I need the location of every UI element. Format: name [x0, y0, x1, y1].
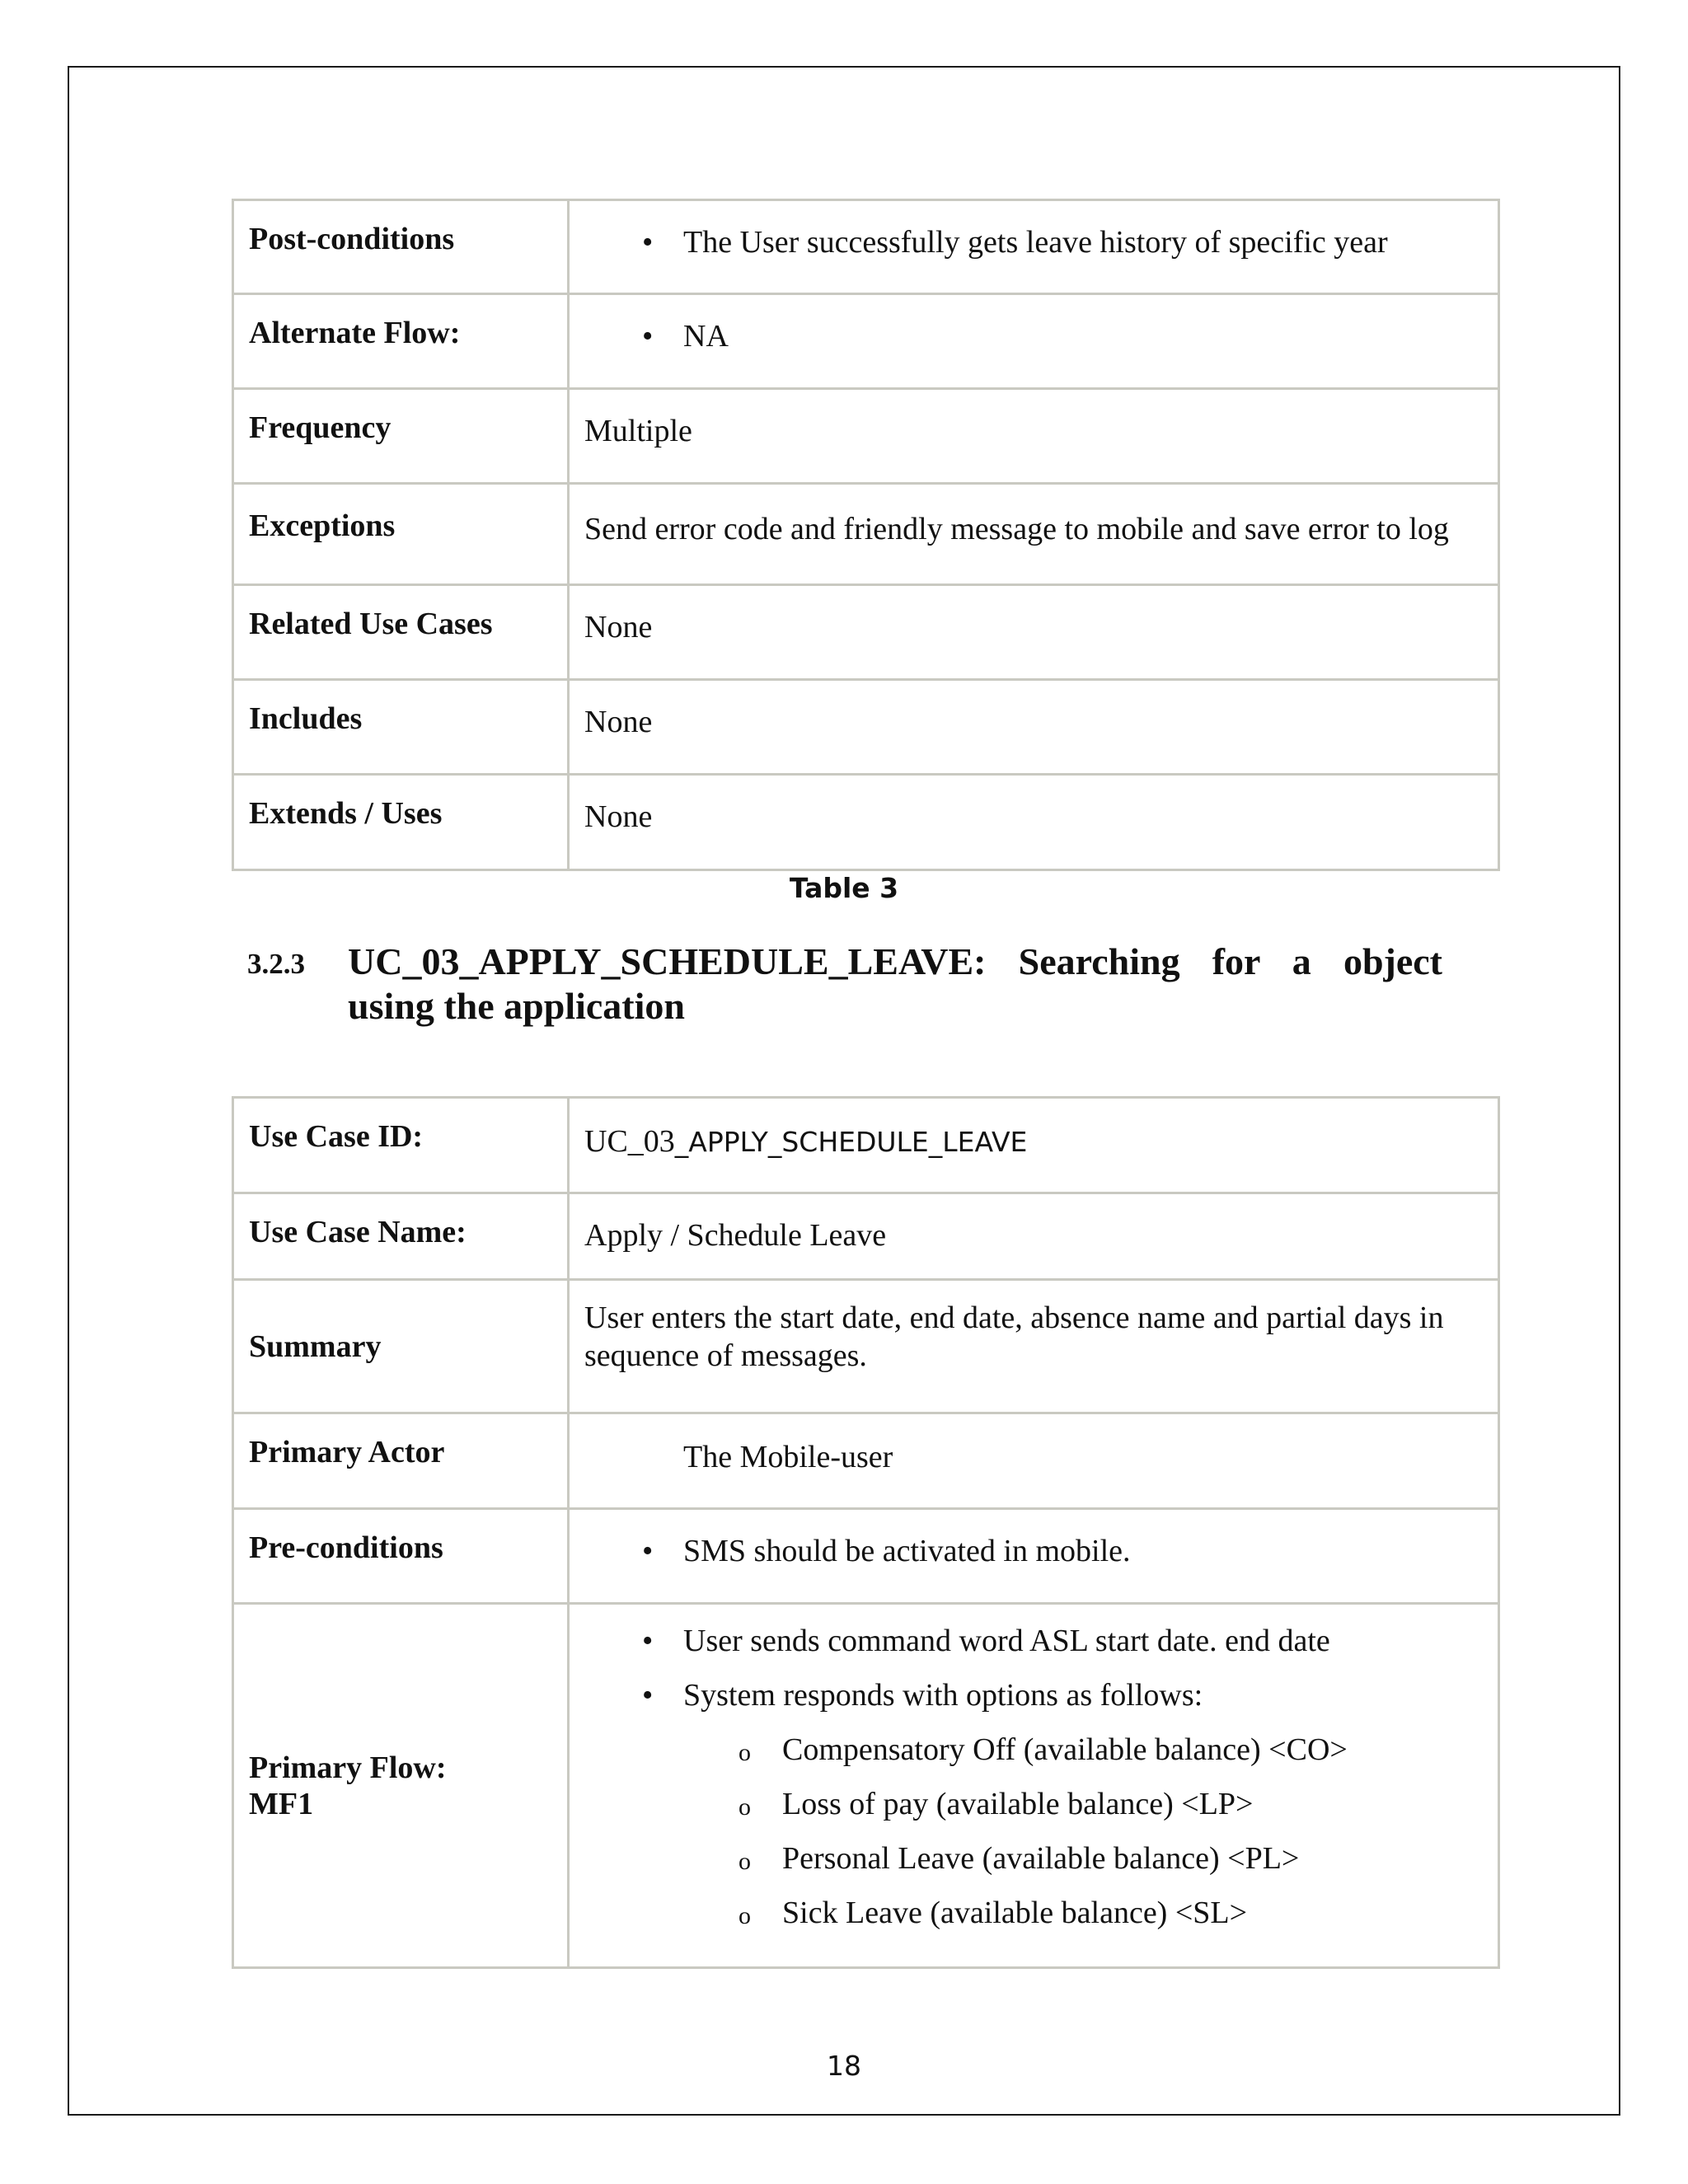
row-label: Pre-conditions	[233, 1509, 569, 1604]
table-row	[233, 294, 1499, 389]
actor-value: The Mobile-user	[683, 1440, 893, 1474]
row-value: None	[569, 585, 1499, 680]
row-label: Summary	[233, 1280, 569, 1413]
row-label: Post-conditions	[233, 200, 569, 294]
page-number: 18	[827, 2050, 861, 2082]
use-case-table	[232, 1096, 1500, 1969]
table-row	[233, 1413, 1499, 1509]
table-row	[233, 775, 1499, 870]
section-title: UC_03_APPLY_SCHEDULE_LEAVE: Searching for a object using the application	[348, 940, 1442, 1027]
use-case-id-prefix: UC_03	[584, 1124, 675, 1159]
row-value: None	[569, 680, 1499, 775]
row-label: Frequency	[233, 389, 569, 484]
row-value	[569, 1604, 1499, 1968]
row-value: Send error code and friendly message to mobile and save error to log	[569, 484, 1499, 585]
row-value	[569, 1413, 1499, 1509]
primary-flow-label: Primary Flow:	[249, 1750, 447, 1785]
table-row	[233, 389, 1499, 484]
table-row	[233, 1280, 1499, 1413]
row-label: Extends / Uses	[233, 775, 569, 870]
flow-option: o Sick Leave (available balance) <SL>	[584, 1895, 1483, 1949]
table-row	[233, 1604, 1499, 1968]
row-label: Related Use Cases	[233, 585, 569, 680]
use-case-id-value	[569, 1098, 1499, 1193]
flow-step: • User sends command word ASL start date. end date	[584, 1623, 1483, 1677]
row-label: Use Case Name:	[233, 1193, 569, 1280]
table-row	[233, 1098, 1499, 1193]
flow-option: o Compensatory Off (available balance) <CO>	[584, 1732, 1483, 1786]
bullet-item: • SMS should be activated in mobile.	[584, 1533, 1483, 1569]
table-caption: Table 3	[789, 872, 899, 904]
bullet-item: • The User successfully gets leave history of specific year	[584, 224, 1483, 260]
bullet-item: • NA	[584, 318, 1483, 354]
row-label: Primary Actor	[233, 1413, 569, 1509]
table-row	[233, 1193, 1499, 1280]
primary-flow-id: MF1	[249, 1786, 314, 1821]
row-label: Alternate Flow:	[233, 294, 569, 389]
table-row	[233, 484, 1499, 585]
table-row	[233, 680, 1499, 775]
table-row	[233, 1509, 1499, 1604]
row-value: Apply / Schedule Leave	[569, 1193, 1499, 1280]
row-label	[233, 1604, 569, 1968]
flow-step: • System responds with options as follows:	[584, 1677, 1483, 1732]
section-number: 3.2.3	[247, 948, 305, 980]
row-value: Multiple	[569, 389, 1499, 484]
row-value: User enters the start date, end date, absence name and partial days in sequence of messages.	[569, 1280, 1499, 1413]
flow-option: o Loss of pay (available balance) <LP>	[584, 1786, 1483, 1840]
flow-option: o Personal Leave (available balance) <PL>	[584, 1840, 1483, 1895]
table-row	[233, 585, 1499, 680]
table-3	[232, 199, 1500, 871]
row-value	[569, 200, 1499, 294]
row-label: Includes	[233, 680, 569, 775]
row-value: None	[569, 775, 1499, 870]
table-row	[233, 200, 1499, 294]
row-label: Exceptions	[233, 484, 569, 585]
row-value	[569, 1509, 1499, 1604]
row-label: Use Case ID:	[233, 1098, 569, 1193]
use-case-id-suffix: _APPLY_SCHEDULE_LEAVE	[674, 1126, 1028, 1158]
row-value	[569, 294, 1499, 389]
